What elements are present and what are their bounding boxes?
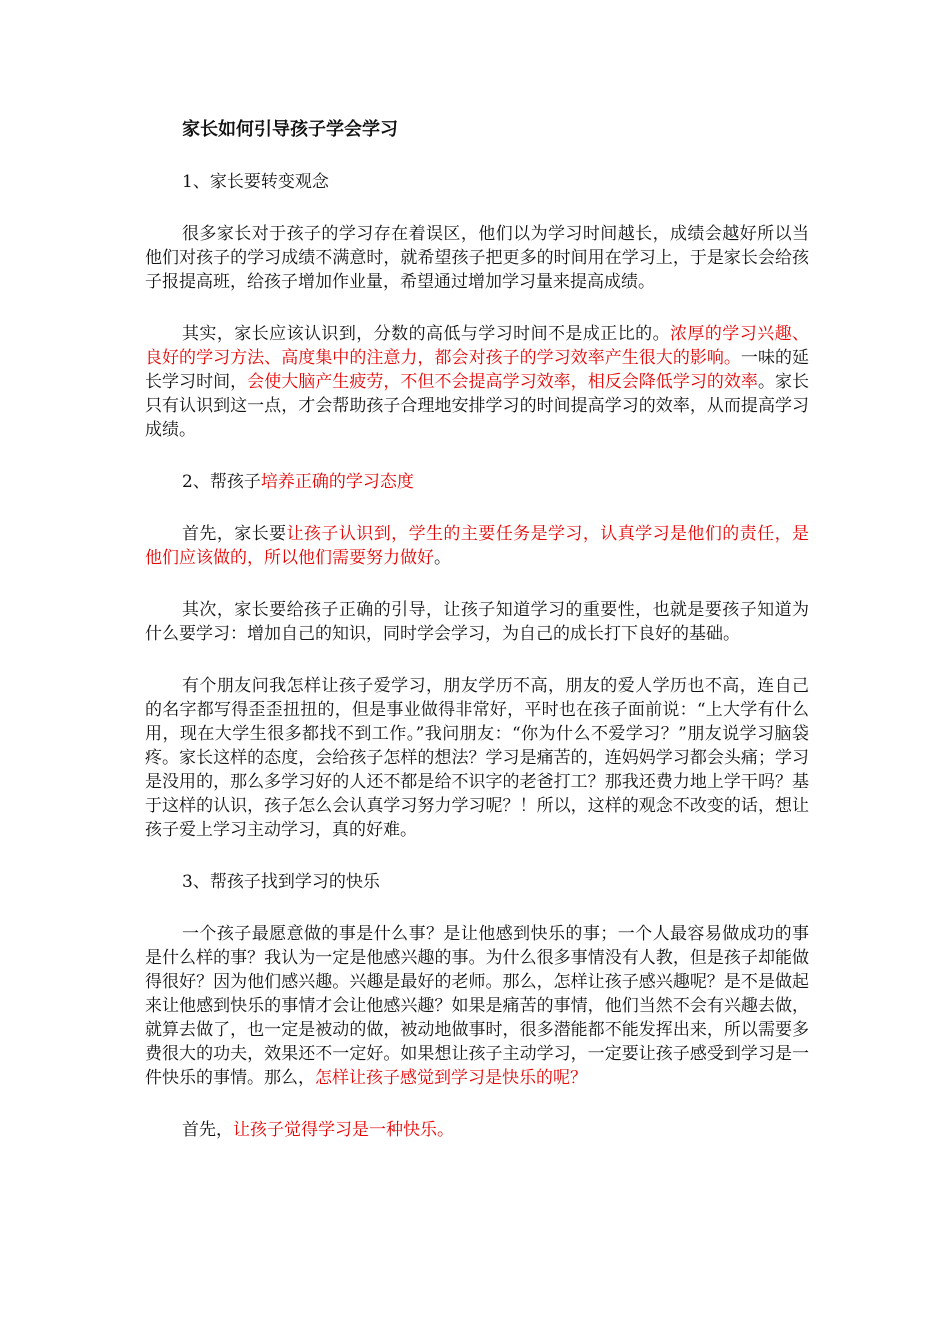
section-2-paragraph-3: 有个朋友问我怎样让孩子爱学习，朋友学历不高，朋友的爱人学历也不高，连自己的名字都写得歪歪扭扭的，但是事业做得非常好，平时也在孩子面前说：“上大学有什么用，现在大学生很多都找不到工作。”我问朋友：“你为什么不爱学习？”朋友说学习脑袋疼。家长这样的态度，会给孩子怎样的想法？学习是痛苦的，连妈妈学习都会头痛；学习是没用的，那么多学习好的人还不都是给不识字的老爸打工？那我还费力地上学干吗？基于这样的认识，孩子怎么会认真学习努力学习呢？！所以，这样的观念不改变的话，想让孩子爱上学习主动学习，真的好难。 — [145, 676, 809, 840]
section-3-paragraph-1 — [145, 922, 809, 1090]
emphasis-text: 培养正确的学习态度 — [260, 472, 414, 492]
emphasis-text: 让孩子觉得学习是一种快乐。 — [233, 1120, 454, 1140]
emphasis-text: 让孩子认识到，学生的主要任务是学习，认真学习是他们的责任，是他们应该做的，所以他们需要努力做好 — [145, 524, 810, 568]
page-title: 家长如何引导孩子学会学习 — [182, 119, 398, 140]
section-3-heading: 3、帮孩子找到学习的快乐 — [182, 872, 380, 892]
section-2-paragraph-1 — [145, 522, 809, 570]
emphasis-text: 浓厚的学习兴趣、良好的学习方法、高度集中的注意力，都会对孩子的学习效率产生很大的影响。 — [145, 324, 809, 368]
text-run: 。家长只有认识到这一点，才会帮助孩子合理地安排学习的时间提高学习的效率，从而提高学习成绩。 — [145, 372, 810, 440]
text-run: 一个孩子最愿意做的事是什么事？是让他感到快乐的事；一个人最容易做成功的事是什么样的事？我认为一定是他感兴趣的事。为什么很多事情没有人教，但是孩子却能做得很好？因为他们感兴趣。兴趣是最好的老师。那么，怎样让孩子感兴趣呢？是不是做起来让他感到快乐的事情才会让他感兴趣？如果是痛苦的事情，他们当然不会有兴趣去做，就算去做了，也一定是被动的做，被动地做事时，很多潜能都不能发挥出来，所以需要多费很大的功夫，效果还不一定好。如果想让孩子主动学习，一定要让孩子感受到学习是一件快乐的事情。那么， — [145, 924, 809, 1088]
emphasis-text: 会使大脑产生疲劳，不但不会提高学习效率，相反会降低学习的效率 — [247, 372, 758, 392]
text-run: 一味的延长学习时间， — [145, 348, 810, 392]
section-1-heading: 1、家长要转变观念 — [182, 172, 329, 192]
section-1-paragraph-2 — [145, 322, 809, 442]
section-3-paragraph-2 — [145, 1118, 809, 1142]
text-run: 。 — [434, 548, 451, 568]
section-1-paragraph-1: 很多家长对于孩子的学习存在着误区，他们以为学习时间越长，成绩会越好所以当他们对孩子的学习成绩不满意时，就希望孩子把更多的时间用在学习上，于是家长会给孩子报提高班，给孩子增加作业量，希望通过增加学习量来提高成绩。 — [145, 224, 809, 292]
emphasis-text: 怎样让孩子感觉到学习是快乐的呢？ — [315, 1068, 587, 1088]
heading-run: 2、帮孩子 — [182, 472, 261, 492]
text-run: 首先， — [182, 1120, 233, 1140]
text-run: 其实，家长应该认识到，分数的高低与学习时间不是成正比的。 — [182, 324, 670, 344]
document-body — [145, 118, 809, 1170]
section-2-heading — [145, 470, 809, 494]
text-run: 首先，家长要 — [182, 524, 287, 544]
section-2-paragraph-2: 其次，家长要给孩子正确的引导，让孩子知道学习的重要性，也就是要孩子知道为什么要学习：增加自己的知识，同时学会学习，为自己的成长打下良好的基础。 — [145, 600, 809, 644]
